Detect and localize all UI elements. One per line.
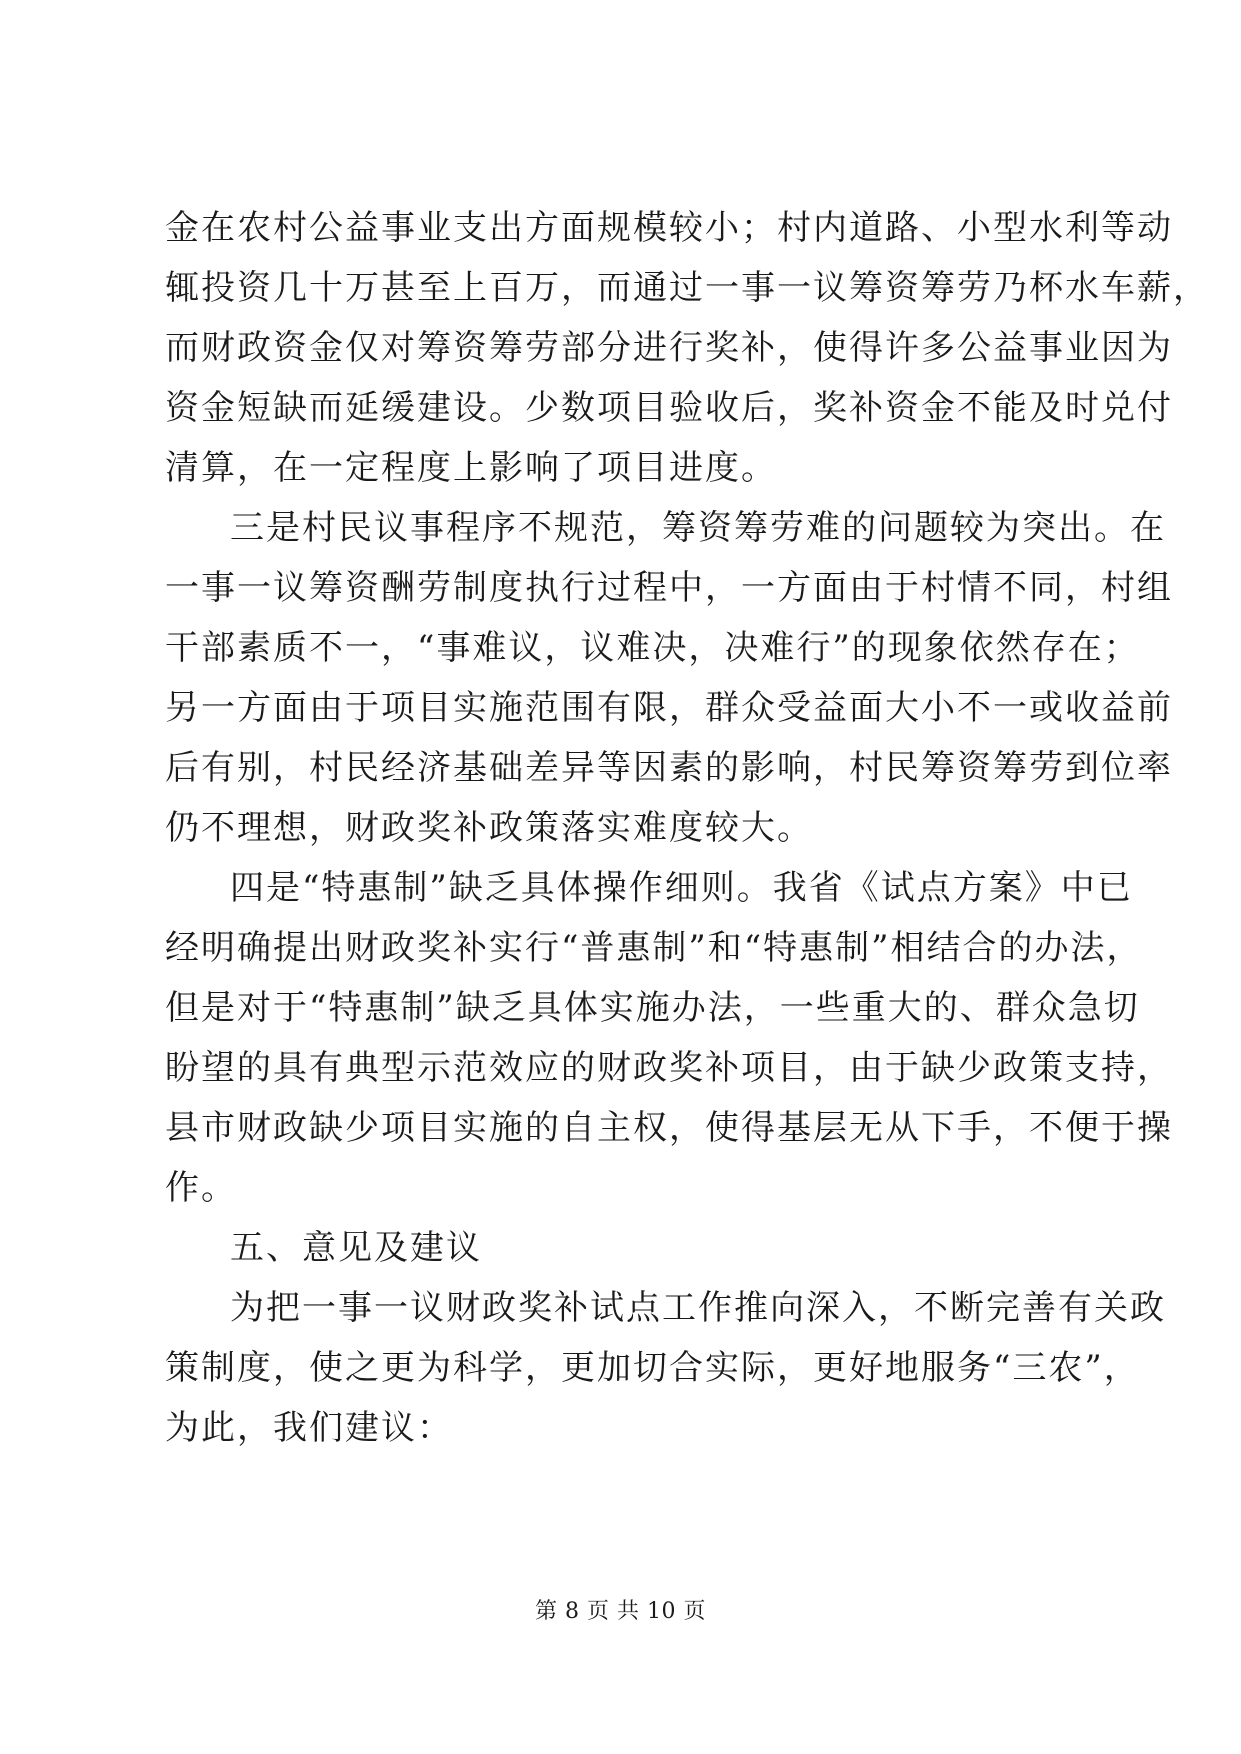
paragraph-start-line: 四是“特惠制”缺乏具体操作细则。我省《试点方案》中已 xyxy=(230,868,1133,908)
text-line: 但是对于“特惠制”缺乏具体实施办法，一些重大的、群众急切 xyxy=(165,988,1140,1028)
text-line: 经明确提出财政奖补实行“普惠制”和“特惠制”相结合的办法， xyxy=(165,928,1143,968)
text-line: 金在农村公益事业支出方面规模较小；村内道路、小型水利等动 xyxy=(165,208,1173,248)
text-line: 后有别，村民经济基础差异等因素的影响，村民筹资筹劳到位率 xyxy=(165,748,1173,788)
page-footer: 第 8 页 共 10 页 xyxy=(535,1599,706,1624)
text-line: 仍不理想，财政奖补政策落实难度较大。 xyxy=(165,808,813,848)
text-line: 辄投资几十万甚至上百万，而通过一事一议筹资筹劳乃杯水车薪， xyxy=(165,268,1209,308)
paragraph-start-line: 三是村民议事程序不规范，筹资筹劳难的问题较为突出。在 xyxy=(230,508,1166,548)
text-line: 资金短缺而延缓建设。少数项目验收后，奖补资金不能及时兑付 xyxy=(165,388,1173,428)
text-line: 一事一议筹资酬劳制度执行过程中，一方面由于村情不同，村组 xyxy=(165,568,1173,608)
text-line: 另一方面由于项目实施范围有限，群众受益面大小不一或收益前 xyxy=(165,688,1173,728)
section-heading: 五、意见及建议 xyxy=(230,1228,482,1268)
text-line: 干部素质不一，“事难议，议难决，决难行”的现象依然存在； xyxy=(165,628,1140,668)
text-line: 策制度，使之更为科学，更加切合实际，更好地服务“三农”， xyxy=(165,1348,1140,1388)
text-line: 盼望的具有典型示范效应的财政奖补项目，由于缺少政策支持， xyxy=(165,1048,1173,1088)
text-line: 清算，在一定程度上影响了项目进度。 xyxy=(165,448,777,488)
text-line: 为此，我们建议： xyxy=(165,1408,453,1448)
text-line: 作。 xyxy=(165,1168,237,1208)
text-line: 而财政资金仅对筹资筹劳部分进行奖补，使得许多公益事业因为 xyxy=(165,328,1173,368)
paragraph-start-line: 为把一事一议财政奖补试点工作推向深入，不断完善有关政 xyxy=(230,1288,1166,1328)
text-line: 县市财政缺少项目实施的自主权，使得基层无从下手，不便于操 xyxy=(165,1108,1173,1148)
